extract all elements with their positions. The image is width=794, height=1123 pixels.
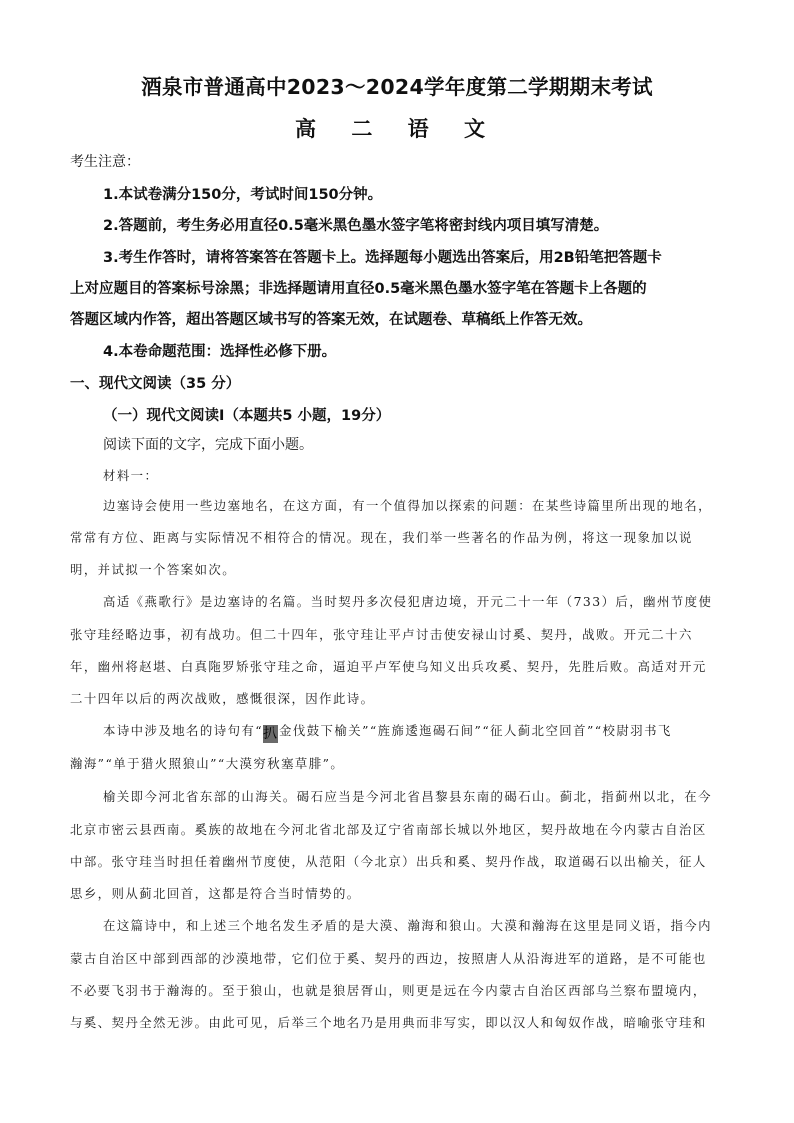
passage-line: 瀚海”“单于猎火照狼山”“大漠穷秋塞草腓”。 <box>70 756 345 771</box>
passage-line: 北京市密云县西南。奚族的故地在今河北省北部及辽宁省南部长城以外地区，契丹故地在今内蒙古自治区 <box>70 822 707 837</box>
passage-line: 张守珪经略边事，初有战功。但二十四年，张守珪让平卢讨击使安禄山讨奚、契丹，战败。开元二十六 <box>70 627 693 642</box>
passage-line: 榆关即今河北省东部的山海关。碣石应当是今河北省昌黎县东南的碣石山。蓟北，指蓟州以北，在今 <box>103 789 712 804</box>
section-heading: 一、现代文阅读（35 分） <box>70 376 241 392</box>
passage-line: 二十四年以后的两次战败，感慨很深，因作此诗。 <box>70 691 375 706</box>
instruction-text: 阅读下面的文字，完成下面小题。 <box>103 437 313 453</box>
notice-item: 4.本卷命题范围：选择性必修下册。 <box>103 344 337 360</box>
passage-line: 与奚、契丹全然无涉。由此可见，后举三个地名乃是用典而非写实，即以汉人和匈奴作战，暗喻张守珪和 <box>70 1015 707 1030</box>
notice-item: 2.答题前，考生务必用直径0.5毫米黑色墨水签字笔将密封线内项目填写清楚。 <box>103 218 609 234</box>
passage-line: 蒙古自治区中部到西部的沙漠地带，它们位于奚、契丹的西边，按照唐人从沿海进军的道路，是不可能也 <box>70 951 707 966</box>
material-label: 材料一： <box>103 468 159 483</box>
subsection-heading: （一）现代文阅读Ⅰ（本题共5 小题，19分） <box>103 408 391 424</box>
passage-line: 高适《燕歌行》是边塞诗的名篇。当时契丹多次侵犯唐边境，开元二十一年（733）后，幽州节度使 <box>103 594 713 609</box>
passage-line: 边塞诗会使用一些边塞地名，在这方面，有一个值得加以探索的问题：在某些诗篇里所出现的地名， <box>103 498 712 513</box>
passage-line: 中部。张守珪当时担任着幽州节度使，从范阳（今北京）出兵和奚、契丹作战，取道碣石以出榆关，征人 <box>70 854 707 869</box>
passage-line: 在这篇诗中，和上述三个地名发生矛盾的是大漠、瀚海和狼山。大漠和瀚海在这里是同义语，指今内 <box>103 918 712 933</box>
passage-line: 不必要飞羽书于瀚海的。至于狼山，也就是狼居胥山，则更是远在今内蒙古自治区西部乌兰察布盟境内， <box>70 983 707 998</box>
passage-line: 常常有方位、距离与实际情况不相符合的情况。现在，我们举一些著名的作品为例，将这一现象加以说 <box>70 530 693 545</box>
notice-heading: 考生注意： <box>70 154 140 170</box>
notice-item: 答题区域内作答，超出答题区域书写的答案无效，在试题卷、草稿纸上作答无效。 <box>70 312 592 328</box>
passage-text: 本诗中涉及地名的诗句有“ <box>103 723 264 738</box>
exam-title: 酒泉市普通高中2023～2024学年度第二学期期末考试 <box>141 75 653 99</box>
passage-line <box>103 721 672 743</box>
passage-line: 思乡，则从蓟北回首，这都是符合当时情势的。 <box>70 886 361 901</box>
highlight-mark: 扒 <box>263 726 279 742</box>
passage-line: 明，并试拟一个答案如次。 <box>70 562 237 577</box>
passage-line: 年，幽州将赵堪、白真陁罗矫张守珪之命，逼迫平卢军使乌知义出兵攻奚、契丹，先胜后败。高适对开元 <box>70 659 707 674</box>
notice-item: 上对应题目的答案标号涂黑；非选择题请用直径0.5毫米黑色墨水签字笔在答题卡上各题的 <box>70 281 647 297</box>
notice-item: 1.本试卷满分150分，考试时间150分钟。 <box>103 187 383 203</box>
notice-item: 3.考生作答时，请将答案答在答题卡上。选择题每小题选出答案后，用2B铅笔把答题卡 <box>103 250 662 266</box>
passage-text: 金伐鼓下榆关”“旌旆逶迤碣石间”“征人蓟北空回首”“校尉羽书飞 <box>279 723 672 738</box>
subject-title: 高 二 语 文 <box>295 117 499 141</box>
